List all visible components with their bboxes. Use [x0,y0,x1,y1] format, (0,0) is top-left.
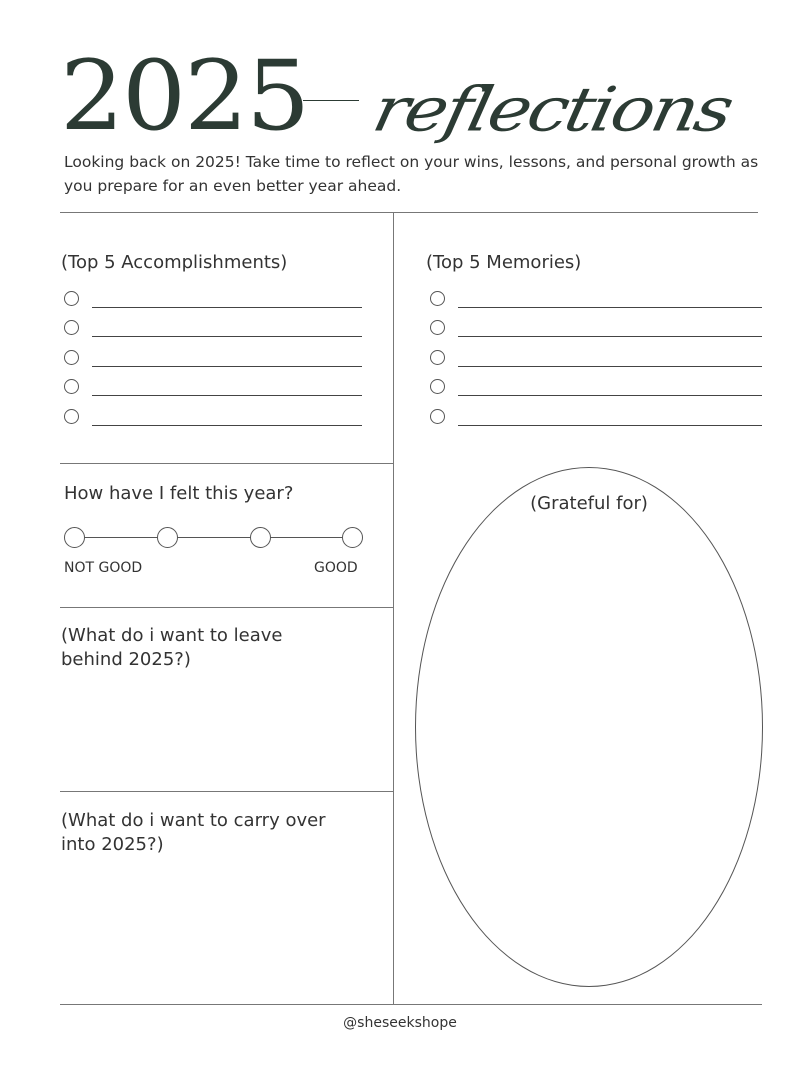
bottom-divider [60,1004,762,1005]
write-line[interactable] [458,336,762,337]
divider-leave-behind [60,791,393,792]
mood-low-label: NOT GOOD [64,560,143,576]
write-line[interactable] [458,395,762,396]
mood-question: How have I felt this year? [64,483,294,504]
title-dash [303,100,359,101]
list-item [430,367,770,397]
write-line[interactable] [92,366,362,367]
list-item [64,308,364,338]
intro-text: Looking back on 2025! Take time to reflect on your wins, lessons, and personal growth as you prepare for an even better year ahead. [64,153,759,195]
accomplishments-heading: (Top 5 Accomplishments) [61,252,288,273]
mood-option-3[interactable] [250,527,271,548]
footer-handle: @sheseekshope [343,1015,457,1031]
checkbox[interactable] [430,291,445,306]
mood-option-2[interactable] [157,527,178,548]
carry-over-writing-area[interactable] [61,865,391,1000]
mood-option-1[interactable] [64,527,85,548]
page-year-title: 2025 [60,40,309,152]
list-item [64,337,364,367]
leave-behind-prompt: (What do i want to leave behind 2025?) [61,625,283,670]
write-line[interactable] [458,425,762,426]
list-item [64,278,364,308]
top-divider [60,212,758,213]
checkbox[interactable] [430,320,445,335]
list-item [64,396,364,426]
accomplishments-list [64,278,364,426]
leave-behind-writing-area[interactable] [61,680,391,788]
write-line[interactable] [92,395,362,396]
divider-accomplishments [60,463,393,464]
list-item [430,308,770,338]
mood-scale [64,526,364,550]
list-item [430,337,770,367]
list-item [430,278,770,308]
checkbox[interactable] [64,350,79,365]
memories-list [430,278,770,426]
carry-over-prompt: (What do i want to carry over into 2025?) [61,810,326,855]
divider-mood [60,607,393,608]
checkbox[interactable] [64,291,79,306]
write-line[interactable] [92,307,362,308]
checkbox[interactable] [64,409,79,424]
list-item [64,367,364,397]
checkbox[interactable] [64,320,79,335]
center-divider [393,212,394,1004]
mood-high-label: GOOD [314,560,358,576]
write-line[interactable] [92,425,362,426]
memories-heading: (Top 5 Memories) [426,252,582,273]
mood-scale-track [74,537,354,538]
write-line[interactable] [458,307,762,308]
write-line[interactable] [92,336,362,337]
mood-option-4[interactable] [342,527,363,548]
checkbox[interactable] [430,350,445,365]
page-script-title: reflections [366,73,738,146]
grateful-oval[interactable] [415,467,763,987]
checkbox[interactable] [430,409,445,424]
list-item [430,396,770,426]
grateful-heading: (Grateful for) [530,493,648,514]
write-line[interactable] [458,366,762,367]
checkbox[interactable] [64,379,79,394]
checkbox[interactable] [430,379,445,394]
